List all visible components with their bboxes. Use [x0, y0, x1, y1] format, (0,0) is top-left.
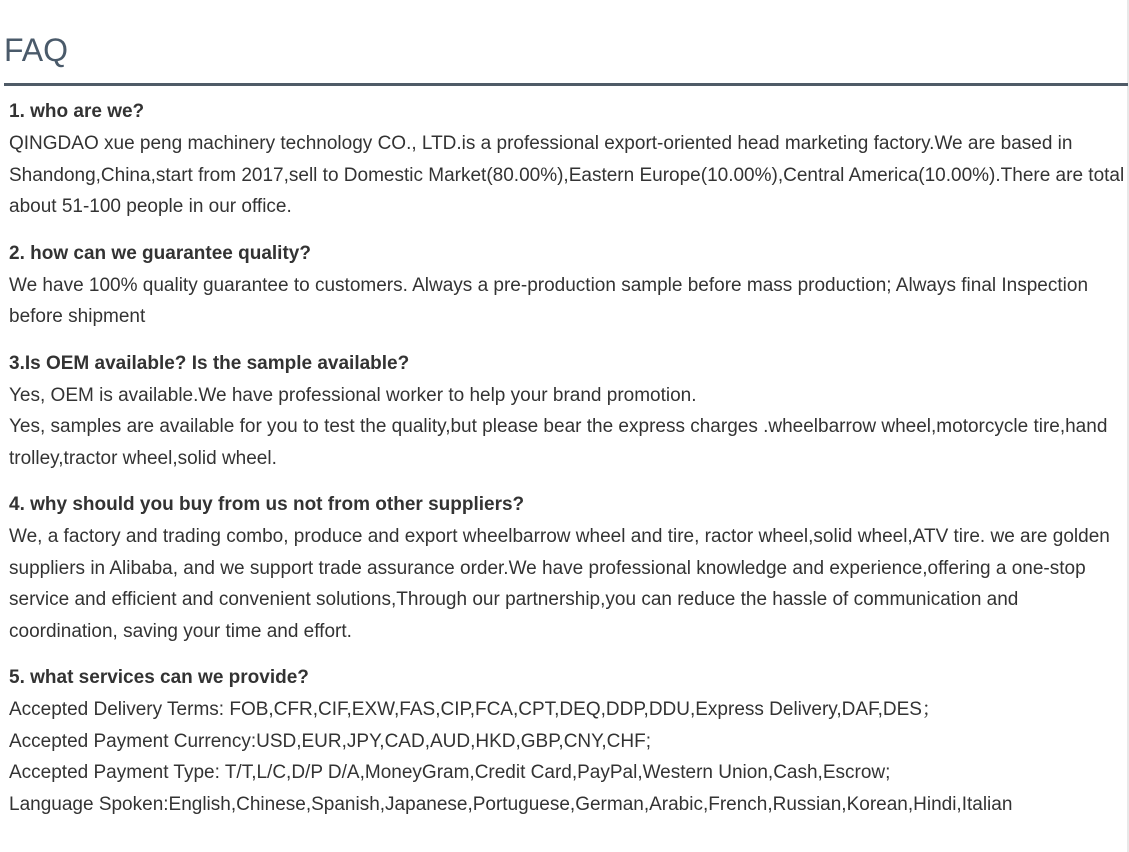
- title-divider: [4, 83, 1128, 86]
- faq-item-services: [9, 662, 1125, 820]
- faq-answer-delivery-terms: Accepted Delivery Terms: FOB,CFR,CIF,EXW,FAS,CIP,FCA,CPT,DEQ,DDP,DDU,Express Delivery,DAF,DES；: [9, 699, 941, 720]
- faq-question: 1. who are we?: [9, 101, 145, 122]
- faq-answer: Yes, samples are available for you to test the quality,but please bear the express charges .wheelbarrow wheel,motorcycle tire,hand trolley,tractor wheel,solid wheel.: [9, 416, 1108, 469]
- page-title: FAQ: [4, 32, 69, 68]
- faq-answer-language-spoken: Language Spoken:English,Chinese,Spanish,Japanese,Portuguese,German,Arabic,French,Russian,Korean,Hindi,Italian: [9, 793, 1013, 815]
- faq-list: [9, 96, 1125, 835]
- faq-question: 2. how can we guarantee quality?: [9, 242, 311, 264]
- faq-answer: We, a factory and trading combo, produce and export wheelbarrow wheel and tire, ractor wheel,solid wheel,ATV tire. we are golden suppliers in Alibaba, and we support trade assurance order.We have professional knowledge and experience,offering a one-stop service and efficient and convenient solutions,Through our partnership,you can reduce the hassle of communication and coordination, saving your time and effort.: [9, 526, 1110, 642]
- faq-item-oem-sample: [9, 348, 1125, 475]
- faq-question: 3.Is OEM available? Is the sample available?: [9, 352, 410, 374]
- faq-answer-payment-type: Accepted Payment Type: T/T,L/C,D/P D/A,MoneyGram,Credit Card,PayPal,Western Union,Cash,Escrow;: [9, 762, 891, 783]
- page-header: [0, 0, 1129, 68]
- faq-item-who-are-we: [9, 96, 1125, 223]
- faq-item-why-buy-from-us: [9, 489, 1125, 647]
- faq-question: 4. why should you buy from us not from other suppliers?: [9, 494, 525, 515]
- faq-question: 5. what services can we provide?: [9, 667, 309, 688]
- faq-answer: QINGDAO xue peng machinery technology CO., LTD.is a professional export-oriented head marketing factory.We are based in Shandong,China,start from 2017,sell to Domestic Market(80.00%),Eastern Europe(10.00%),Central America(10.00%).There are total about 51-100 people in our office.: [9, 133, 1125, 217]
- faq-answer: We have 100% quality guarantee to customers. Always a pre-production sample before mass production; Always final Inspection before shipment: [9, 274, 1089, 327]
- faq-answer: Yes, OEM is available.We have professional worker to help your brand promotion.: [9, 384, 697, 406]
- faq-item-quality-guarantee: [9, 238, 1125, 333]
- faq-answer-payment-currency: Accepted Payment Currency:USD,EUR,JPY,CAD,AUD,HKD,GBP,CNY,CHF;: [9, 730, 651, 752]
